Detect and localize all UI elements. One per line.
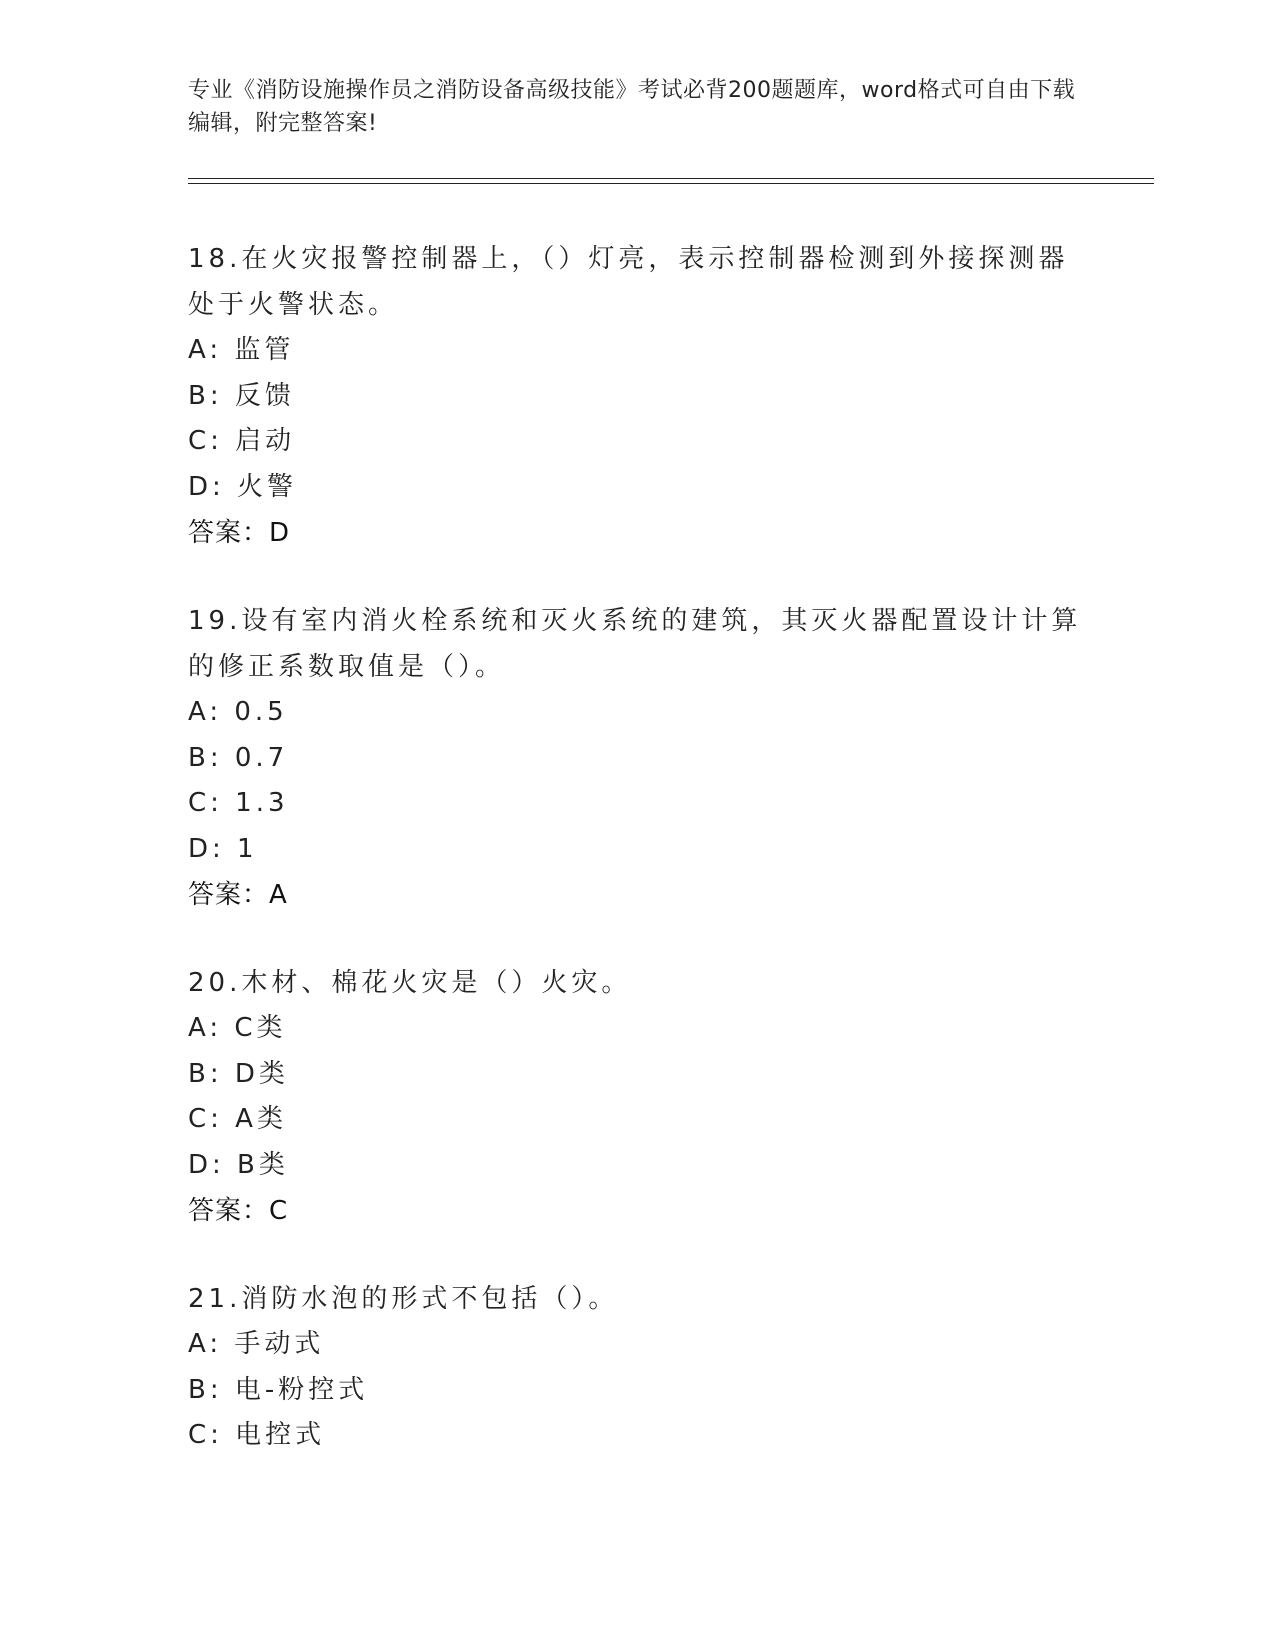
question-stem: 18.在火灾报警控制器上，（）灯亮，表示控制器检测到外接探测器处于火警状态。	[188, 244, 1069, 320]
option-b: B: D类	[188, 1058, 289, 1089]
option-b: B: 0.7	[188, 742, 289, 773]
question-21	[188, 1276, 1088, 1459]
option-a: A: 手动式	[188, 1329, 325, 1359]
question-stem: 20.木材、棉花火灾是（）火灾。	[188, 968, 632, 998]
document-header: 专业《消防设施操作员之消防设备高级技能》考试必背200题题库，word格式可自由下载编辑，附完整答案!	[188, 78, 1076, 136]
question-20	[188, 960, 1088, 1234]
option-c: C: A类	[188, 1104, 287, 1134]
option-c: C: 启动	[188, 426, 296, 456]
question-stem: 19.设有室内消火栓系统和灭火系统的建筑，其灭火器配置设计计算的修正系数取值是（）。	[188, 606, 1082, 682]
question-18	[188, 236, 1088, 556]
option-a: A: C类	[188, 1013, 287, 1043]
option-b: B: 反馈	[188, 380, 295, 411]
option-d: D: 1	[188, 833, 258, 864]
option-d: D: B类	[188, 1149, 289, 1180]
question-19	[188, 598, 1088, 918]
option-a: A: 0.5	[188, 697, 288, 727]
header-divider-top	[188, 178, 1154, 179]
option-a: A: 监管	[188, 335, 295, 365]
header-divider-bottom	[188, 183, 1154, 184]
answer-line: 答案：C	[188, 1196, 289, 1226]
option-c: C: 1.3	[188, 788, 289, 818]
answer-line: 答案：D	[188, 518, 291, 548]
question-stem: 21.消防水泡的形式不包括（）。	[188, 1284, 619, 1314]
question-list	[188, 236, 1088, 1501]
option-d: D: 火警	[188, 471, 298, 502]
answer-line: 答案：A	[188, 880, 288, 910]
option-b: B: 电-粉控式	[188, 1374, 369, 1405]
option-c: C: 电控式	[188, 1420, 326, 1450]
